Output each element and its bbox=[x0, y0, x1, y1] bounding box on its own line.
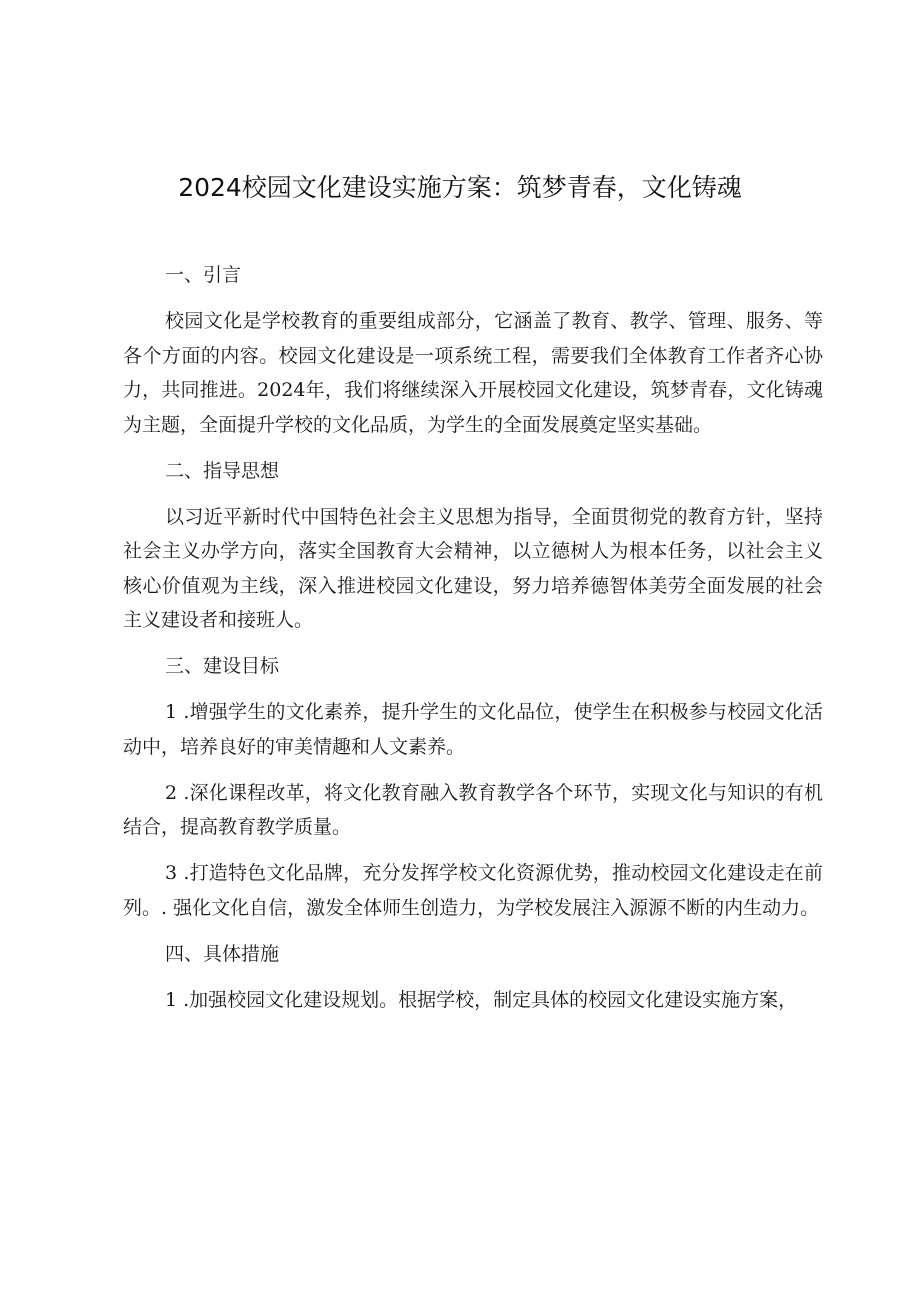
document-body bbox=[123, 258, 823, 1029]
document-title: 2024校园文化建设实施方案：筑梦青春，文化铸魂 bbox=[178, 173, 742, 202]
paragraph-goal-2: 2 .深化课程改革，将文化教育融入教育教学各个环节，实现文化与知识的有机结合，提高教育教学质量。 bbox=[123, 781, 823, 838]
paragraph-intro: 校园文化是学校教育的重要组成部分，它涵盖了教育、教学、管理、服务、等各个方面的内容。校园文化建设是一项系统工程，需要我们全体教育工作者齐心协力，共同推进。2024年，我们将继续深入开展校园文化建设，筑梦青春，文化铸魂为主题，全面提升学校的文化品质，为学生的全面发展奠定坚实基础。 bbox=[123, 310, 823, 436]
section-heading-intro: 一、引言 bbox=[165, 264, 242, 286]
section-heading-guiding-ideology: 二、指导思想 bbox=[165, 459, 280, 482]
paragraph-guiding-ideology: 以习近平新时代中国特色社会主义思想为指导，全面贯彻党的教育方针，坚持社会主义办学方向，落实全国教育大会精神，以立德树人为根本任务，以社会主义核心价值观为主线，深入推进校园文化建设，努力培养德智体美劳全面发展的社会主义建设者和接班人。 bbox=[123, 505, 823, 631]
paragraph-goal-3: 3 .打造特色文化品牌，充分发挥学校文化资源优势，推动校园文化建设走在前列。. 强化文化自信，激发全体师生创造力，为学校发展注入源源不断的内生动力。 bbox=[123, 862, 823, 919]
paragraph-goal-1: 1 .增强学生的文化素养，提升学生的文化品位，使学生在积极参与校园文化活动中，培养良好的审美情趣和人文素养。 bbox=[123, 701, 823, 758]
section-heading-goals: 三、建设目标 bbox=[165, 655, 280, 677]
section-heading-measures: 四、具体措施 bbox=[165, 942, 280, 965]
paragraph-measure-1: 1 .加强校园文化建设规划。根据学校，制定具体的校园文化建设实施方案， bbox=[165, 988, 798, 1011]
